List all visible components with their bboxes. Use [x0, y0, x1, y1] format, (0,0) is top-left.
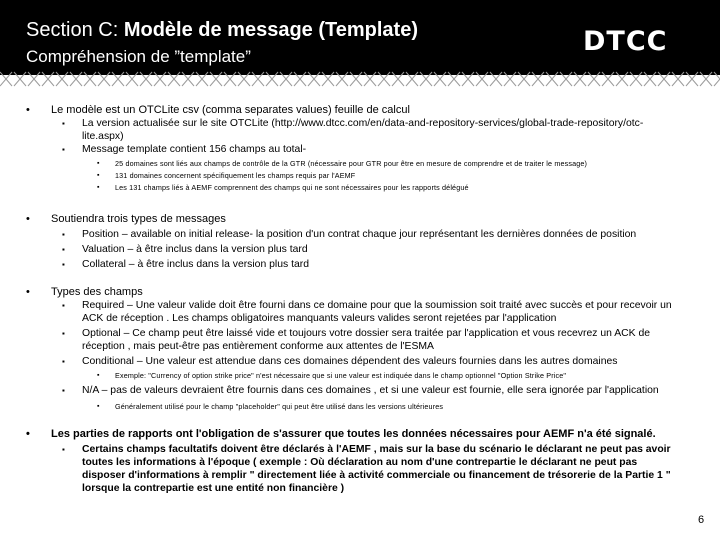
- sub-sub-bullet-placeholder: ▪ Généralement utilisé pour le champ "placeholder" qui peut être utilisé dans les versions ultérieures: [97, 402, 444, 411]
- sub-bullet-optional: ▪ Optional – Ce champ peut être laissé vide et toujours votre dossier sera traitée par l'application et vous recevrez un ACK de réception , mais peut-être pas entièrement conforme aux attentes de l'ESMA: [62, 328, 650, 352]
- bullet-marker: •: [26, 286, 30, 298]
- sub-bullet-field-count: ▪ Message template contient 156 champs au total-: [62, 144, 307, 155]
- sub-sub-bullet: ▪ 131 domaines concernent spécifiquement les champs requis par l'AEMF: [97, 171, 356, 180]
- sub-bullet-version-link: ▪ La version actualisée sur le site OTCLite (http://www.dtcc.com/en/data-and-repository-services/global-trade-repository/otc-lite.aspx): [62, 118, 644, 142]
- bullet-reporting-obligation: • Les parties de rapports ont l'obligation de s'assurer que toutes les données nécessaires pour AEMF n'a été signalé.: [26, 428, 656, 440]
- sub-bullet-position: ▪ Position – available on initial release- la position d'un contrat chaque jour représentant les dernières données de position: [62, 229, 637, 240]
- bullet-marker: ▪: [62, 357, 65, 366]
- sub-bullet-na: ▪ N/A – pas de valeurs devraient être fournis dans ces domaines , et si une valeur est fournie, elle sera ignorée par l'application: [62, 385, 659, 396]
- bullet-message-types: • Soutiendra trois types de messages: [26, 213, 226, 225]
- bullet-marker: ▪: [62, 329, 65, 338]
- dtcc-logo: DTCC: [583, 26, 668, 57]
- bullet-marker: ▪: [62, 301, 65, 310]
- sub-bullet-valuation: ▪ Valuation – à être inclus dans la version plus tard: [62, 244, 308, 255]
- slide-header: [0, 0, 720, 75]
- slide-subtitle: Compréhension de ”template”: [26, 47, 251, 66]
- slide-title-bold: Modèle de message (Template): [123, 19, 418, 41]
- bullet-field-types: • Types des champs: [26, 286, 143, 298]
- bullet-marker: ▪: [62, 145, 65, 154]
- sub-bullet-collateral: ▪ Collateral – à être inclus dans la version plus tard: [62, 259, 309, 270]
- slide-content: [0, 97, 720, 495]
- page-number: 6: [698, 514, 705, 526]
- bullet-marker: ▪: [97, 172, 100, 179]
- decorative-x-pattern: [0, 68, 720, 90]
- bullet-marker: •: [26, 213, 30, 225]
- sub-bullet-required: ▪ Required – Une valeur valide doit être fourni dans ce domaine pour que la soumission soit traité avec succès et pour recevoir un ACK de réception . Les champs obligatoires manquants valeurs valides seront rejetées par l'application: [62, 300, 672, 324]
- bullet-marker: ▪: [62, 230, 65, 239]
- sub-sub-bullet: ▪ Les 131 champs liés à AEMF comprennent des champs qui ne sont nécessaires pour les rapports délégué: [97, 183, 469, 192]
- bullet-marker: ▪: [62, 386, 65, 395]
- bullet-marker: ▪: [97, 184, 100, 191]
- sub-bullet-optional-fields: ▪ Certains champs facultatifs doivent être déclarés à l'AEMF , mais sur la base du scénario le déclarant ne peut pas avoir toutes les informations à l'époque ( exemple : Où déclaration au nom d'une contrepartie le déclarant ne peut pas disposer d'informations à remplir " directement liée à activité commerciale ou financement de trésorerie de la Partie 1 " lorsque la contrepartie est une entité non financière ): [62, 444, 671, 494]
- bullet-template-format: • Le modèle est un OTCLite csv (comma separates values) feuille de calcul: [26, 104, 410, 116]
- bullet-marker: ▪: [62, 119, 65, 128]
- otclite-link[interactable]: http://www.dtcc.com/en/data-and-repository-services/global-trade-repository/otc-lite.aspx: [82, 118, 644, 142]
- sub-bullet-conditional: ▪ Conditional – Une valeur est attendue dans ces domaines dépendent des valeurs fournies dans les autres domaines: [62, 356, 618, 367]
- sub-sub-bullet-example: ▪ Exemple: "Currency of option strike price" n'est nécessaire que si une valeur est indiquée dans le champ optionnel "Option Strike Price": [97, 371, 567, 380]
- bullet-marker: ▪: [97, 372, 100, 379]
- bullet-marker: •: [26, 428, 30, 440]
- bullet-marker: ▪: [97, 403, 100, 410]
- bullet-marker: ▪: [97, 160, 100, 167]
- sub-sub-bullet: ▪ 25 domaines sont liés aux champs de contrôle de la GTR (nécessaire pour GTR pour être en mesure de comprendre et de traiter le message): [97, 159, 588, 168]
- bullet-marker: ▪: [62, 260, 65, 269]
- slide-title: Section C: Modèle de message (Template): [26, 19, 418, 41]
- bullet-marker: ▪: [62, 245, 65, 254]
- bullet-marker: ▪: [62, 445, 65, 454]
- bullet-marker: •: [26, 104, 30, 116]
